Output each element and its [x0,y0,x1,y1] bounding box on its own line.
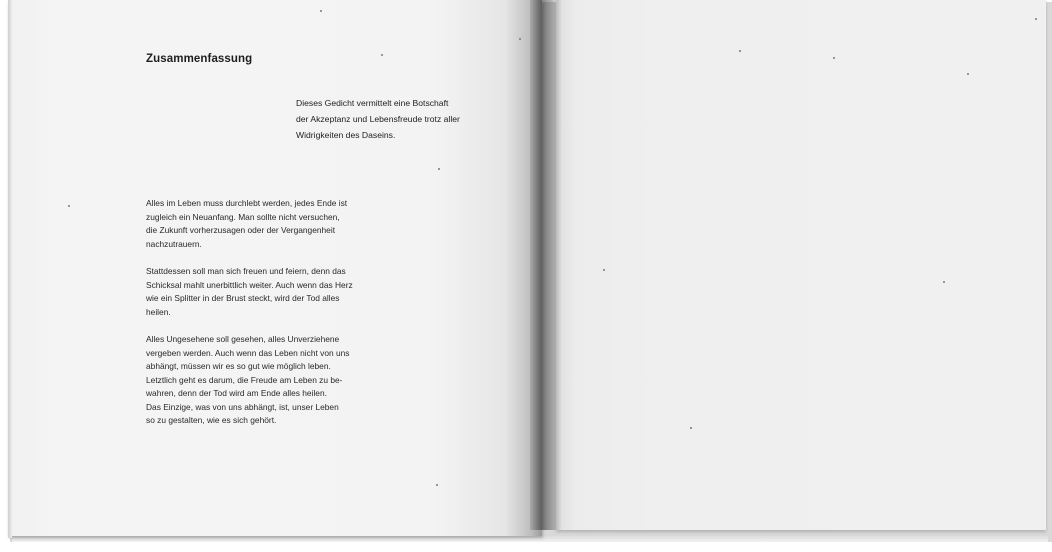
paragraph-line: vergeben werden. Auch wenn das Leben nicht von uns [146,347,350,358]
summary-line: Widrigkeiten des Daseins. [296,130,396,140]
paragraph-line: abhängt, müssen wir es so gut wie möglich leben. [146,361,331,371]
paper-speck [381,54,383,56]
paragraph-line: wie ein Splitter in der Brust steckt, wird der Tod alles [146,293,340,303]
right-page [556,0,1046,530]
paragraph-line: heilen. [146,306,171,317]
paper-speck [320,10,322,12]
summary-line: der Akzeptanz und Lebensfreude trotz aller [296,114,460,124]
paper-speck [967,73,969,75]
paragraph-line: nachzutrauern. [146,238,202,249]
paper-speck [739,50,741,52]
paper-speck [1035,18,1037,20]
paper-speck [436,484,438,486]
paragraph-2 [146,265,406,319]
paragraph-line: Stattdessen soll man sich freuen und feiern, denn das [146,266,346,276]
paper-speck [68,205,70,207]
paragraph-line: Das Einzige, was von uns abhängt, ist, unser Leben [146,401,339,412]
summary-line: Dieses Gedicht vermittelt eine Botschaft [296,98,449,108]
paper-speck [438,168,440,170]
page-stack-edge [12,536,1048,542]
paragraph-line: Alles im Leben muss durchlebt werden, jedes Ende ist [146,198,348,208]
paper-speck [833,57,835,59]
book-gutter [530,0,562,530]
paragraph-line: Alles Ungesehene soll gesehen, alles Unverziehene [146,334,340,344]
paper-speck [690,427,692,429]
page-heading: Zusammenfassung [146,53,253,65]
paragraph-line: die Zukunft vorherzusagen oder der Vergangenheit [146,225,336,235]
paper-speck [603,269,605,271]
paragraph-line: wahren, denn der Tod wird am Ende alles heilen. [146,388,327,398]
summary-block [296,95,506,143]
paragraph-line: Letztlich geht es darum, die Freude am Leben zu be- [146,374,343,385]
paper-speck [519,38,521,40]
paragraph-1 [146,197,406,251]
paragraph-3 [146,333,406,428]
left-page-edge [8,0,12,538]
paragraph-line: Schicksal mahlt unerbittlich weiter. Auch wenn das Herz [146,279,353,290]
paragraph-line: zugleich ein Neuanfang. Man sollte nicht versuchen, [146,211,340,222]
paper-speck [943,281,945,283]
paragraph-line: so zu gestalten, wie es sich gehört. [146,415,277,425]
